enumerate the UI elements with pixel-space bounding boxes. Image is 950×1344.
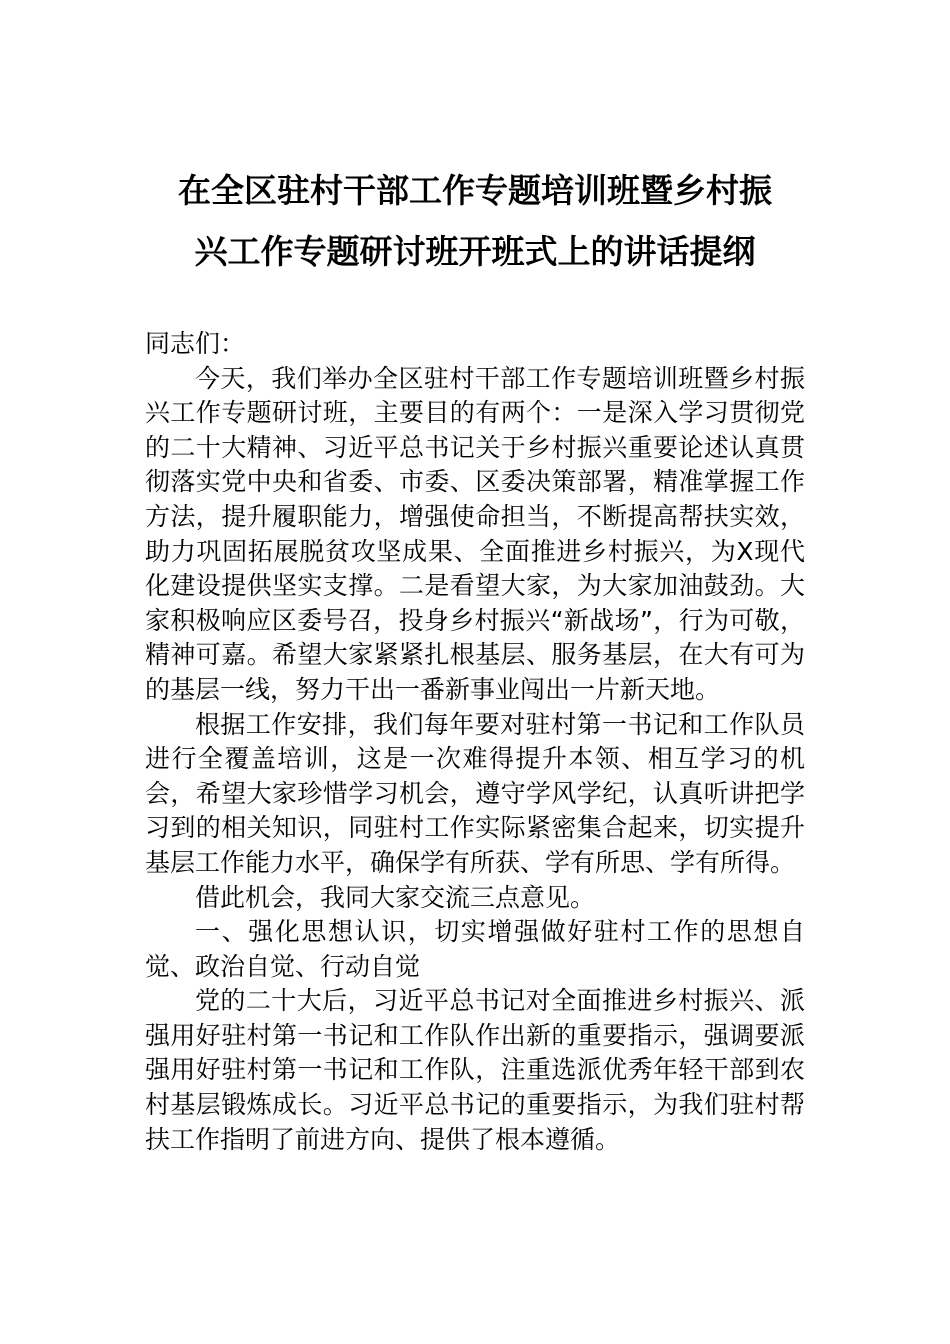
title-line-2: 兴工作专题研讨班开班式上的讲话提纲 — [194, 232, 756, 271]
section-1-paragraph-1: 党的二十大后，习近平总书记对全面推进乡村振兴、派强用好驻村第一书记和工作队作出新的重要指示，强调要派强用好驻村第一书记和工作队，注重选派优秀年轻干部到农村基层锻炼成长。习近平总书记的重要指示，为我们驻村帮扶工作指明了前进方向、提供了根本遵循。 — [145, 986, 805, 1154]
salutation: 同志们： — [145, 329, 246, 358]
paragraph-1: 今天，我们举办全区驻村干部工作专题培训班暨乡村振兴工作专题研讨班，主要目的有两个：一是深入学习贯彻党的二十大精神、习近平总书记关于乡村振兴重要论述认真贯彻落实党中央和省委、市委、区委决策部署，精准掌握工作方法，提升履职能力，增强使命担当，不断提高帮扶实效，助力巩固拓展脱贫攻坚成果、全面推进乡村振兴，为X现代化建设提供坚实支撑。二是看望大家，为大家加油鼓劲。大家积极响应区委号召，投身乡村振兴“新战场”，行为可敬，精神可嘉。希望大家紧紧扎根基层、服务基层，在大有可为的基层一线，努力干出一番新事业闯出一片新天地。 — [145, 363, 805, 704]
document-title — [145, 160, 805, 282]
section-heading-1: 一、强化思想认识，切实增强做好驻村工作的思想自觉、政治自觉、行动自觉 — [145, 917, 805, 981]
title-line-1: 在全区驻村干部工作专题培训班暨乡村振 — [178, 171, 772, 210]
document-body — [145, 327, 805, 1157]
paragraph-3: 借此机会，我同大家交流三点意见。 — [195, 882, 596, 912]
paragraph-2: 根据工作安排，我们每年要对驻村第一书记和工作队员进行全覆盖培训，这是一次难得提升本领、相互学习的机会，希望大家珍惜学习机会，遵守学风学纪，认真听讲把学习到的相关知识，同驻村工作实际紧密集合起来，切实提升基层工作能力水平，确保学有所获、学有所思、学有所得。 — [145, 709, 805, 877]
